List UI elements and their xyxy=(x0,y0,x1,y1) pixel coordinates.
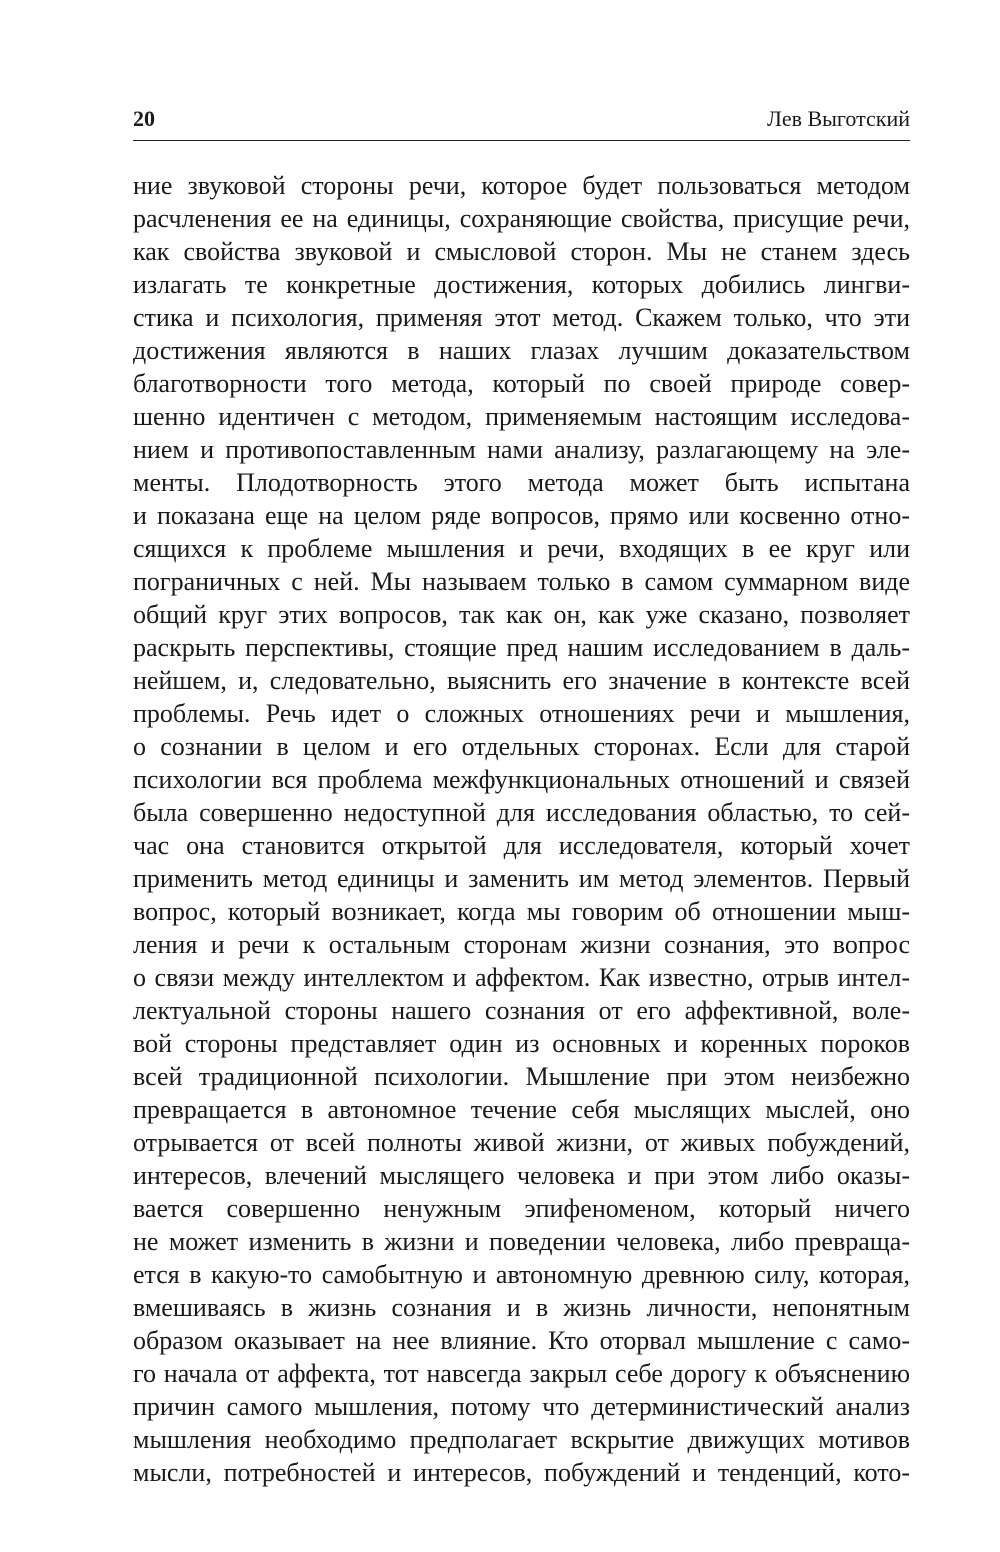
text-line: расчленения ее на единицы, сохраняющие свойства, присущие речи, xyxy=(133,204,910,233)
text-line: ние звуковой стороны речи, которое будет пользоваться методом xyxy=(133,171,910,200)
text-line: отрывается от всей полноты живой жизни, от живых побуждений, xyxy=(133,1128,910,1157)
text-line: мысли, потребностей и интересов, побуждений и тенденций, кото- xyxy=(133,1458,910,1487)
text-line: проблемы. Речь идет о сложных отношениях речи и мышления, xyxy=(133,699,910,728)
text-line: о сознании в целом и его отдельных сторонах. Если для старой xyxy=(133,732,910,761)
text-line: причин самого мышления, потому что детерминистический анализ xyxy=(133,1392,910,1421)
text-line: час она становится открытой для исследователя, который хочет xyxy=(133,831,910,860)
text-line: излагать те конкретные достижения, которых добились лингви- xyxy=(133,270,910,299)
text-line: нием и противопоставленным нами анализу, разлагающему на эле- xyxy=(133,435,910,464)
text-line: достижения являются в наших глазах лучшим доказательством xyxy=(133,336,910,365)
text-line: интересов, влечений мыслящего человека и при этом либо оказы- xyxy=(133,1161,910,1190)
text-line: раскрыть перспективы, стоящие пред нашим исследованием в даль- xyxy=(133,633,910,662)
text-line: о связи между интеллектом и аффектом. Как известно, отрыв интел- xyxy=(133,963,910,992)
text-line: не может изменить в жизни и поведении человека, либо превраща- xyxy=(133,1227,910,1256)
text-line: превращается в автономное течение себя мыслящих мыслей, оно xyxy=(133,1095,910,1124)
body-text xyxy=(133,169,910,1489)
text-line: вмешиваясь в жизнь сознания и в жизнь личности, непонятным xyxy=(133,1293,910,1322)
text-line: применить метод единицы и заменить им метод элементов. Первый xyxy=(133,864,910,893)
text-line: сящихся к проблеме мышления и речи, входящих в ее круг или xyxy=(133,534,910,563)
running-head xyxy=(133,104,910,141)
text-line: как свойства звуковой и смысловой сторон. Мы не станем здесь xyxy=(133,237,910,266)
text-line: нейшем, и, следовательно, выяснить его значение в контексте всей xyxy=(133,666,910,695)
text-line: вопрос, который возникает, когда мы говорим об отношении мыш- xyxy=(133,897,910,926)
text-line: шенно идентичен с методом, применяемым настоящим исследова- xyxy=(133,402,910,431)
text-line: образом оказывает на нее влияние. Кто оторвал мышление с само- xyxy=(133,1326,910,1355)
text-line: была совершенно недоступной для исследования областью, то сей- xyxy=(133,798,910,827)
text-line: мышления необходимо предполагает вскрытие движущих мотивов xyxy=(133,1425,910,1454)
text-line: благотворности того метода, который по своей природе совер- xyxy=(133,369,910,398)
text-line: лектуальной стороны нашего сознания от его аффективной, воле- xyxy=(133,996,910,1025)
text-line: ется в какую-то самобытную и автономную древнюю силу, которая, xyxy=(133,1260,910,1289)
text-line: психологии вся проблема межфункциональных отношений и связей xyxy=(133,765,910,794)
page-number: 20 xyxy=(133,106,155,131)
text-line: пограничных с ней. Мы называем только в самом суммарном виде xyxy=(133,567,910,596)
text-line: вается совершенно ненужным эпифеноменом, который ничего xyxy=(133,1194,910,1223)
running-title: Лев Выготский xyxy=(767,106,910,131)
text-line: общий круг этих вопросов, так как он, как уже сказано, позволяет xyxy=(133,600,910,629)
text-line: менты. Плодотворность этого метода может быть испытана xyxy=(133,468,910,497)
text-line: ления и речи к остальным сторонам жизни сознания, это вопрос xyxy=(133,930,910,959)
text-line: вой стороны представляет один из основных и коренных пороков xyxy=(133,1029,910,1058)
text-line: стика и психология, применяя этот метод. Скажем только, что эти xyxy=(133,303,910,332)
text-line: и показана еще на целом ряде вопросов, прямо или косвенно отно- xyxy=(133,501,910,530)
text-line: всей традиционной психологии. Мышление при этом неизбежно xyxy=(133,1062,910,1091)
text-line: го начала от аффекта, тот навсегда закрыл себе дорогу к объяснению xyxy=(133,1359,910,1388)
